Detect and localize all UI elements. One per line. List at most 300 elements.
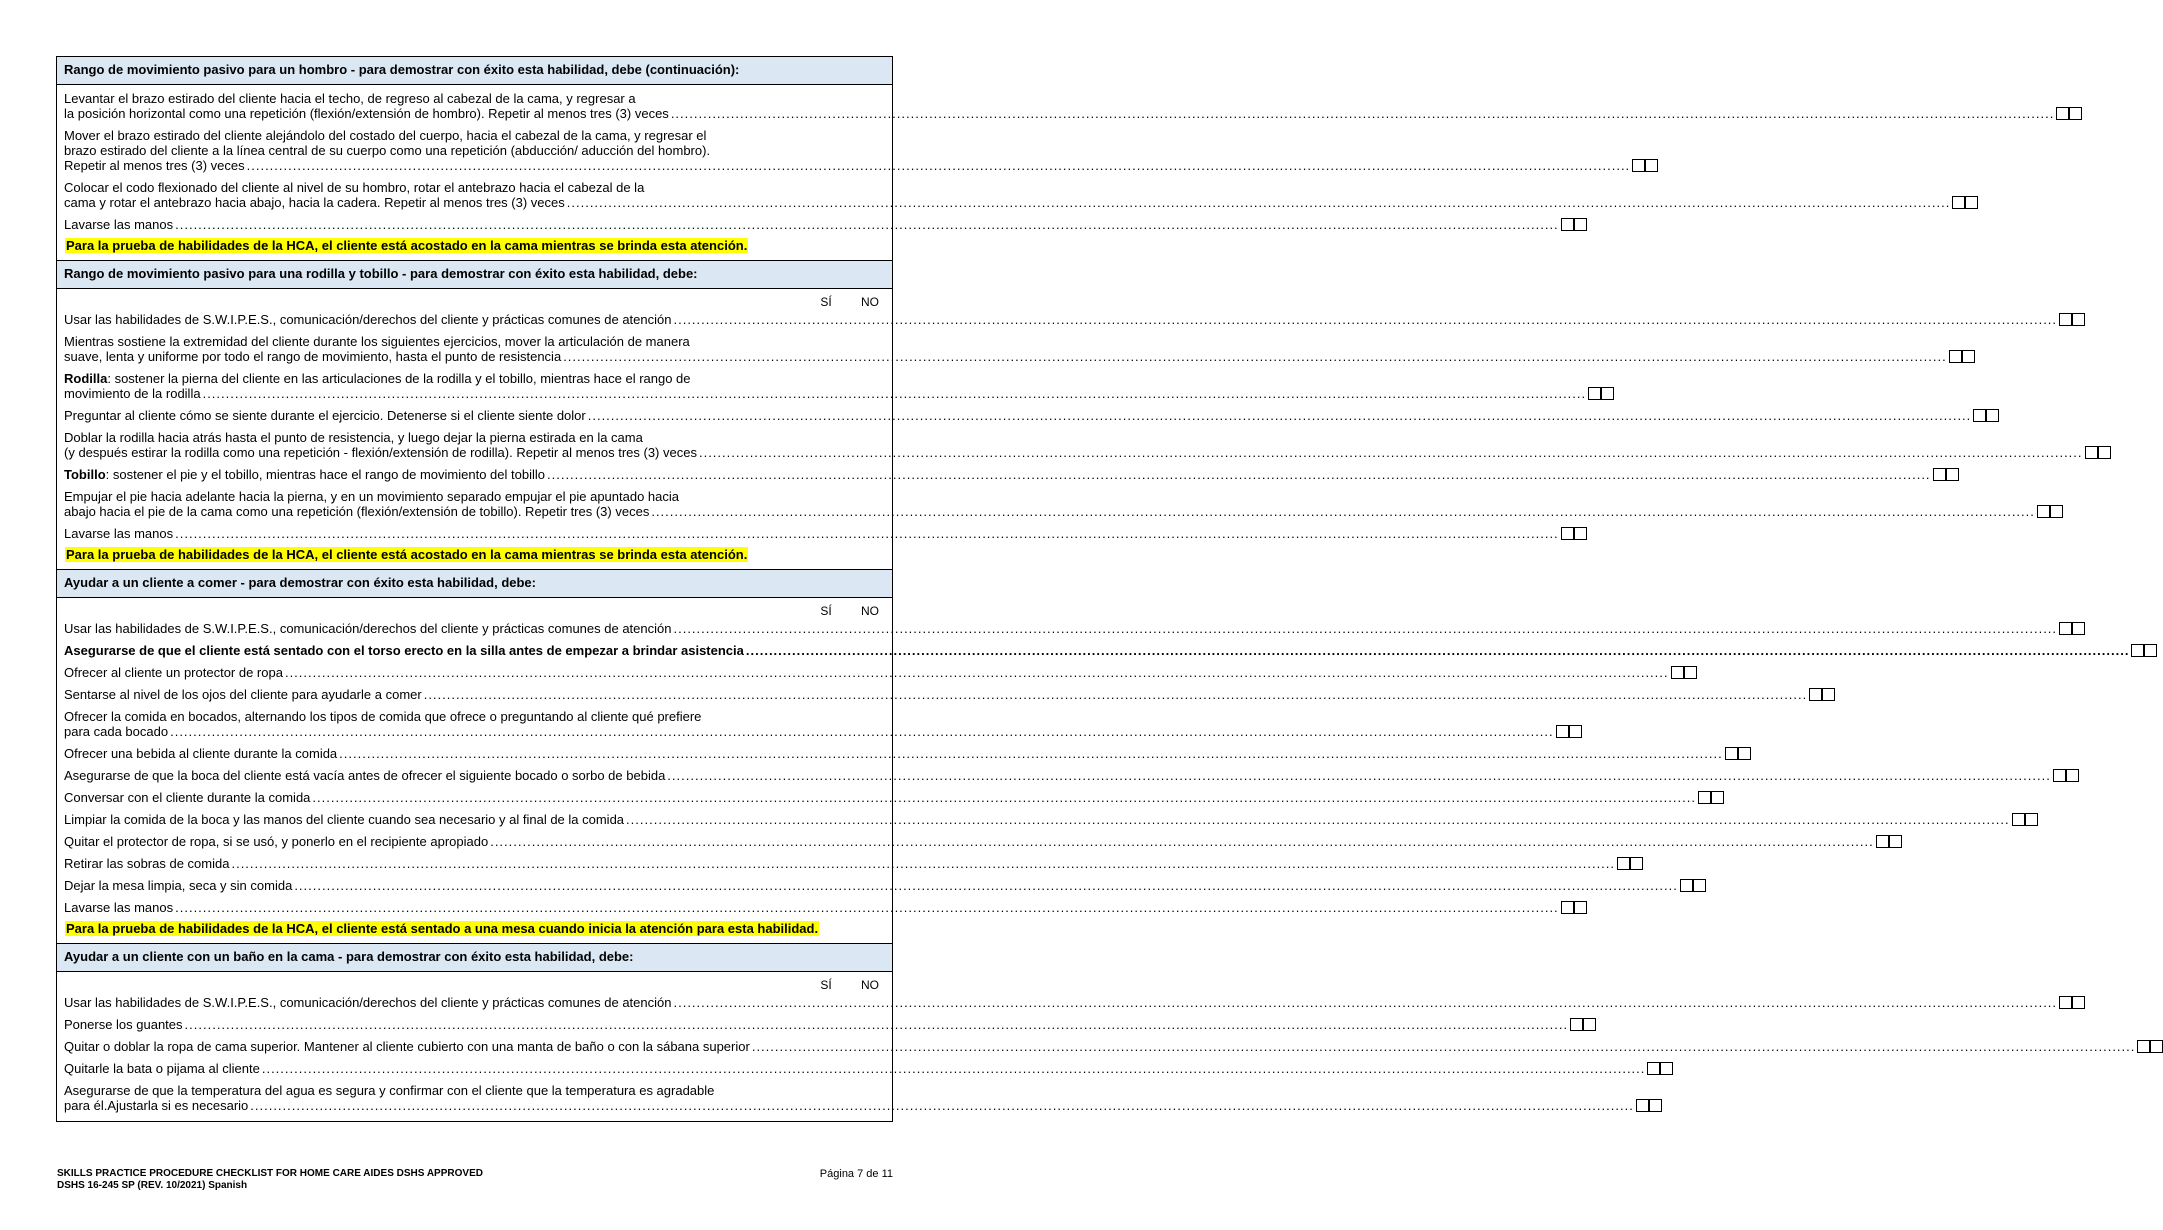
no-checkbox[interactable] <box>2098 446 2111 459</box>
item-line <box>64 106 2056 121</box>
item-line-text: Preguntar al cliente cómo se siente durante el ejercicio. Detenerse si el cliente siente dolor <box>64 408 586 423</box>
form-footer <box>57 1168 483 1192</box>
yes-cell <box>1647 1062 1660 1076</box>
no-cell <box>2144 644 2157 658</box>
no-checkbox[interactable] <box>1986 409 1999 422</box>
dot-leader: ............................................................................................................................................................................................................................................................................................................ <box>587 408 1972 423</box>
no-cell <box>1986 409 1999 423</box>
item-line <box>64 856 1617 871</box>
item-text <box>57 790 1698 805</box>
dot-leader: ............................................................................................................................................................................................................................................................................................................ <box>751 1039 2136 1054</box>
checklist-item <box>57 523 1559 545</box>
item-line <box>64 128 1632 143</box>
item-line-text: Asegurarse de que el cliente está sentado con el torso erecto en la silla antes de empezar a brindar asistencia <box>64 643 744 658</box>
dot-leader: ............................................................................................................................................................................................................................................................................................................ <box>566 195 1951 210</box>
no-cell <box>2150 1040 2163 1054</box>
hca-note-text: Para la prueba de habilidades de la HCA, el cliente está acostado en la cama mientras se brinda esta atención. <box>66 547 748 562</box>
yes-column-label: SÍ <box>820 978 832 992</box>
checklist-item <box>57 1014 1569 1036</box>
item-text <box>57 334 1949 364</box>
page-number: Página 7 de 11 <box>819 1168 893 1180</box>
yes-checkbox[interactable] <box>1952 196 1965 209</box>
checklist-item <box>57 88 2055 125</box>
item-text <box>57 746 1725 761</box>
yes-cell <box>1698 791 1711 805</box>
item-text <box>57 900 1561 915</box>
checklist-item <box>57 897 1559 919</box>
item-line-text: Lavarse las manos <box>64 217 174 232</box>
yes-checkbox[interactable] <box>1561 218 1574 231</box>
no-cell <box>1601 387 1614 401</box>
item-text <box>57 1039 2137 1054</box>
item-line <box>64 812 2012 827</box>
yes-cell <box>1809 688 1822 702</box>
item-bold-lead: Rodilla <box>64 371 108 386</box>
item-line <box>64 878 1680 893</box>
checklist-item <box>57 1080 1634 1117</box>
item-line-text: abajo hacia el pie de la cama como una repetición (flexión/extensión de tobillo). Repetir tres (3) veces <box>64 504 650 519</box>
yes-checkbox[interactable] <box>2059 313 2072 326</box>
section-body <box>57 971 2136 1121</box>
no-checkbox[interactable] <box>2066 769 2079 782</box>
item-line <box>64 768 2053 783</box>
dot-leader: ............................................................................................................................................................................................................................................................................................................ <box>246 158 1631 173</box>
no-checkbox[interactable] <box>2050 505 2063 518</box>
no-checkbox[interactable] <box>1569 725 1582 738</box>
section-header: Rango de movimiento pasivo para un hombro - para demostrar con éxito esta habilidad, debe (continuación): <box>57 57 892 84</box>
item-line <box>64 349 1949 364</box>
item-line-text: Limpiar la comida de la boca y las manos del cliente cuando sea necesario y al final de la comida <box>64 812 625 827</box>
no-checkbox[interactable] <box>1574 218 1587 231</box>
item-text <box>57 217 1561 232</box>
item-line-text: Quitarle la bata o pijama al cliente <box>64 1061 260 1076</box>
yes-checkbox[interactable] <box>1617 857 1630 870</box>
no-cell <box>2072 313 2085 327</box>
checklist-item <box>57 684 1808 706</box>
dot-leader: ............................................................................................................................................................................................................................................................................................................ <box>673 312 2058 327</box>
checklist-item <box>57 214 1559 236</box>
item-line-text: Ponerse los guantes <box>64 1017 183 1032</box>
dot-leader: ............................................................................................................................................................................................................................................................................................................ <box>651 504 2035 519</box>
dot-leader: ............................................................................................................................................................................................................................................................................................................ <box>490 834 1874 849</box>
yes-checkbox[interactable] <box>2137 1040 2150 1053</box>
checklist-item <box>57 706 1554 743</box>
yes-checkbox[interactable] <box>2053 769 2066 782</box>
item-line <box>64 430 2085 445</box>
item-text <box>57 489 2037 519</box>
item-line <box>64 180 1952 195</box>
yes-checkbox[interactable] <box>1876 835 1889 848</box>
dot-leader: ............................................................................................................................................................................................................................................................................................................ <box>175 217 1559 232</box>
no-checkbox[interactable] <box>2072 313 2085 326</box>
yes-checkbox[interactable] <box>2085 446 2098 459</box>
yes-checkbox[interactable] <box>2131 644 2144 657</box>
checklist-item <box>57 875 1678 897</box>
dot-leader: ............................................................................................................................................................................................................................................................................................................ <box>184 1017 1569 1032</box>
item-text <box>57 621 2059 636</box>
yes-checkbox[interactable] <box>1647 1062 1660 1075</box>
no-cell <box>1738 747 1751 761</box>
yes-cell <box>1561 218 1574 232</box>
yes-checkbox[interactable] <box>2056 107 2069 120</box>
yes-cell <box>1680 879 1693 893</box>
item-text <box>57 312 2059 327</box>
yes-checkbox[interactable] <box>1636 1099 1649 1112</box>
item-line-text: Usar las habilidades de S.W.I.P.E.S., comunicación/derechos del cliente y prácticas comunes de atención <box>64 621 672 636</box>
no-cell <box>1693 879 1706 893</box>
yes-cell <box>1636 1099 1649 1113</box>
yes-checkbox[interactable] <box>2059 996 2072 1009</box>
yes-cell <box>1949 350 1962 364</box>
checklist-item <box>57 765 2051 787</box>
item-text <box>57 1061 1647 1076</box>
item-line-text: Dejar la mesa limpia, seca y sin comida <box>64 878 293 893</box>
yes-checkbox[interactable] <box>1556 725 1569 738</box>
no-cell <box>1574 527 1587 541</box>
section-header: Ayudar a un cliente con un baño en la cama - para demostrar con éxito esta habilidad, debe: <box>57 943 892 971</box>
no-cell <box>2066 769 2079 783</box>
no-checkbox[interactable] <box>1738 747 1751 760</box>
yes-column-label: SÍ <box>820 295 832 309</box>
item-text <box>57 643 2131 658</box>
yes-checkbox[interactable] <box>1973 409 1986 422</box>
no-checkbox[interactable] <box>1630 857 1643 870</box>
item-line <box>64 526 1561 541</box>
section-body <box>57 288 2083 569</box>
footer-title: SKILLS PRACTICE PROCEDURE CHECKLIST FOR HOME CARE AIDES DSHS APPROVED <box>57 1168 483 1179</box>
checklist-item <box>57 405 1972 427</box>
yes-no-header <box>57 292 892 309</box>
no-checkbox[interactable] <box>1822 688 1835 701</box>
no-checkbox[interactable] <box>1889 835 1902 848</box>
item-line-text: Levantar el brazo estirado del cliente hacia el techo, de regreso al cabezal de la cama, y regresar a <box>64 91 636 106</box>
yes-cell <box>1671 666 1684 680</box>
item-text <box>57 768 2053 783</box>
yes-checkbox[interactable] <box>1933 468 1946 481</box>
no-cell <box>1684 666 1697 680</box>
dot-leader: ............................................................................................................................................................................................................................................................................................................ <box>626 812 2010 827</box>
dot-leader: ............................................................................................................................................................................................................................................................................................................ <box>339 746 1723 761</box>
item-line-text: Mientras sostiene la extremidad del cliente durante los siguientes ejercicios, mover la articulación de manera <box>64 334 690 349</box>
item-text <box>57 430 2085 460</box>
no-checkbox[interactable] <box>1684 666 1697 679</box>
item-line-text: Lavarse las manos <box>64 526 174 541</box>
item-line-text: Asegurarse de que la boca del cliente está vacía antes de ofrecer el siguiente bocado o sorbo de bebida <box>64 768 666 783</box>
hca-note <box>57 545 892 565</box>
item-line <box>64 709 1556 724</box>
no-cell <box>1649 1099 1662 1113</box>
checklist-item <box>57 831 1874 853</box>
item-text <box>57 371 1588 401</box>
yes-cell <box>1588 387 1601 401</box>
yes-cell <box>1876 835 1889 849</box>
checklist-item <box>57 992 2058 1014</box>
no-checkbox[interactable] <box>1946 468 1959 481</box>
item-bold-lead: Tobillo <box>64 467 106 482</box>
item-line-text: Ofrecer la comida en bocados, alternando los tipos de comida que ofrece o preguntando al cliente qué prefiere <box>64 709 702 724</box>
no-checkbox[interactable] <box>2144 644 2157 657</box>
item-text <box>57 91 2056 121</box>
yes-checkbox[interactable] <box>1725 747 1738 760</box>
checklist-form <box>56 56 2136 1122</box>
no-checkbox[interactable] <box>2150 1040 2163 1053</box>
dot-leader: ............................................................................................................................................................................................................................................................................................................ <box>745 643 2130 658</box>
item-line <box>64 489 2037 504</box>
item-line <box>64 687 1809 702</box>
yes-cell <box>1556 725 1569 739</box>
dot-leader: ............................................................................................................................................................................................................................................................................................................ <box>312 790 1696 805</box>
item-text <box>57 665 1671 680</box>
yes-checkbox[interactable] <box>2012 813 2025 826</box>
item-line <box>64 371 1588 386</box>
item-line-text: Retirar las sobras de comida <box>64 856 230 871</box>
yes-checkbox[interactable] <box>1570 1018 1583 1031</box>
item-line <box>64 504 2037 519</box>
yes-cell <box>2012 813 2025 827</box>
item-line <box>64 1098 1636 1113</box>
yes-cell <box>2085 446 2098 460</box>
no-checkbox[interactable] <box>1965 196 1978 209</box>
item-text <box>57 709 1556 739</box>
no-checkbox[interactable] <box>1660 1062 1673 1075</box>
yes-checkbox[interactable] <box>1561 901 1574 914</box>
dot-leader: ............................................................................................................................................................................................................................................................................................................ <box>261 1061 1646 1076</box>
no-cell <box>1574 901 1587 915</box>
item-text <box>57 180 1952 210</box>
no-cell <box>1711 791 1724 805</box>
no-cell <box>1569 725 1582 739</box>
checklist-item <box>57 618 2058 640</box>
item-line-text: Lavarse las manos <box>64 900 174 915</box>
yes-column-label: SÍ <box>820 604 832 618</box>
item-line <box>64 724 1556 739</box>
item-text <box>57 812 2012 827</box>
dot-leader: ............................................................................................................................................................................................................................................................................................................ <box>673 621 2058 636</box>
item-line-text: Asegurarse de que la temperatura del agua es segura y confirmar con el cliente que la temperatura es agradable <box>64 1083 715 1098</box>
item-line-text: Repetir al menos tres (3) veces <box>64 158 245 173</box>
no-checkbox[interactable] <box>1645 159 1658 172</box>
no-checkbox[interactable] <box>1962 350 1975 363</box>
item-line-text: Empujar el pie hacia adelante hacia la pierna, y en un movimiento separado empujar el pie apuntado hacia <box>64 489 680 504</box>
section-body <box>57 84 2055 260</box>
item-line <box>64 1039 2137 1054</box>
yes-no-header <box>57 601 892 618</box>
no-checkbox[interactable] <box>2025 813 2038 826</box>
item-line-text: : sostener el pie y el tobillo, mientras hace el rango de movimiento del tobillo <box>105 467 545 482</box>
item-text <box>57 408 1973 423</box>
no-cell <box>1630 857 1643 871</box>
yes-checkbox[interactable] <box>2037 505 2050 518</box>
yes-cell <box>1570 1018 1583 1032</box>
yes-checkbox[interactable] <box>1588 387 1601 400</box>
checklist-item <box>57 177 1951 214</box>
yes-checkbox[interactable] <box>1632 159 1645 172</box>
hca-note-text: Para la prueba de habilidades de la HCA, el cliente está sentado a una mesa cuando inicia la atención para esta habilidad. <box>66 921 819 936</box>
item-line-text: Ofrecer una bebida al cliente durante la comida <box>64 746 338 761</box>
yes-checkbox[interactable] <box>1698 791 1711 804</box>
checklist-item <box>57 427 2083 464</box>
item-line <box>64 312 2059 327</box>
yes-checkbox[interactable] <box>2059 622 2072 635</box>
item-line-text: Mover el brazo estirado del cliente alejándolo del costado del cuerpo, hacia el cabezal de la cama, y regresar el <box>64 128 707 143</box>
no-cell <box>2025 813 2038 827</box>
yes-cell <box>2059 313 2072 327</box>
checklist-item <box>57 464 1931 486</box>
item-line-text: la posición horizontal como una repetición (flexión/extensión de hombro). Repetir al menos tres (3) veces <box>64 106 669 121</box>
item-line-text: Quitar el protector de ropa, si se usó, y ponerlo en el recipiente apropiado <box>64 834 489 849</box>
item-line <box>64 217 1561 232</box>
no-column-label: NO <box>861 978 879 992</box>
item-line <box>64 643 2131 658</box>
yes-cell <box>1561 901 1574 915</box>
item-line <box>64 621 2059 636</box>
no-column-label: NO <box>861 604 879 618</box>
no-cell <box>2050 505 2063 519</box>
yes-cell <box>2037 505 2050 519</box>
no-cell <box>1574 218 1587 232</box>
checklist-item <box>57 486 2035 523</box>
no-checkbox[interactable] <box>2072 622 2085 635</box>
no-checkbox[interactable] <box>2072 996 2085 1009</box>
checklist-item <box>57 1058 1646 1080</box>
no-cell <box>2069 107 2082 121</box>
item-text <box>57 878 1680 893</box>
checklist-item <box>57 787 1696 809</box>
checklist-item <box>57 368 1587 405</box>
dot-leader: ............................................................................................................................................................................................................................................................................................................ <box>175 900 1559 915</box>
item-line-text: Sentarse al nivel de los ojos del cliente para ayudarle a comer <box>64 687 422 702</box>
yes-cell <box>1725 747 1738 761</box>
item-line <box>64 665 1671 680</box>
dot-leader: ............................................................................................................................................................................................................................................................................................................ <box>563 349 1947 364</box>
yes-cell <box>1952 196 1965 210</box>
dot-leader: ............................................................................................................................................................................................................................................................................................................ <box>673 995 2058 1010</box>
no-checkbox[interactable] <box>1574 901 1587 914</box>
item-line-text: Ofrecer al cliente un protector de ropa <box>64 665 283 680</box>
checklist-item <box>57 853 1616 875</box>
yes-checkbox[interactable] <box>1561 527 1574 540</box>
item-line <box>64 900 1561 915</box>
item-line <box>64 834 1876 849</box>
no-cell <box>1889 835 1902 849</box>
item-line <box>64 195 1952 210</box>
dot-leader: ............................................................................................................................................................................................................................................................................................................ <box>284 665 1669 680</box>
yes-cell <box>1561 527 1574 541</box>
dot-leader: ............................................................................................................................................................................................................................................................................................................ <box>294 878 1678 893</box>
item-line <box>64 1017 1570 1032</box>
item-line <box>64 386 1588 401</box>
no-column-label: NO <box>861 295 879 309</box>
dot-leader: ............................................................................................................................................................................................................................................................................................................ <box>423 687 1808 702</box>
dot-leader: ............................................................................................................................................................................................................................................................................................................ <box>670 106 2055 121</box>
yes-checkbox[interactable] <box>1671 666 1684 679</box>
item-text <box>57 995 2059 1010</box>
checklist-item <box>57 640 2130 662</box>
no-cell <box>1583 1018 1596 1032</box>
no-cell <box>2072 622 2085 636</box>
dot-leader: ............................................................................................................................................................................................................................................................................................................ <box>698 445 2083 460</box>
yes-cell <box>1632 159 1645 173</box>
no-checkbox[interactable] <box>1583 1018 1596 1031</box>
item-line <box>64 91 2056 106</box>
item-line-text: brazo estirado del cliente a la línea central de su cuerpo como una repetición (abducción/ aducción del hombro). <box>64 143 711 158</box>
hca-note <box>57 236 892 256</box>
checklist-item <box>57 809 2010 831</box>
dot-leader: ............................................................................................................................................................................................................................................................................................................ <box>175 526 1559 541</box>
item-line <box>64 1083 1636 1098</box>
item-line-text: : sostener la pierna del cliente en las articulaciones de la rodilla y el tobillo, mientras hace el rango de <box>107 371 691 386</box>
item-line <box>64 746 1725 761</box>
item-line <box>64 467 1933 482</box>
item-line-text: cama y rotar el antebrazo hacia abajo, hacia la cadera. Repetir al menos tres (3) veces <box>64 195 565 210</box>
item-line-text: Usar las habilidades de S.W.I.P.E.S., comunicación/derechos del cliente y prácticas comunes de atención <box>64 995 672 1010</box>
yes-cell <box>2059 622 2072 636</box>
item-line <box>64 1061 1647 1076</box>
no-cell <box>1660 1062 1673 1076</box>
checklist-item <box>57 331 1947 368</box>
item-line <box>64 408 1973 423</box>
item-line-text: para cada bocado <box>64 724 169 739</box>
item-line-text: Doblar la rodilla hacia atrás hasta el punto de resistencia, y luego dejar la pierna estirada en la cama <box>64 430 643 445</box>
hca-note <box>57 919 892 939</box>
item-line-text: (y después estirar la rodilla como una repetición - flexión/extensión de rodilla). Repetir al menos tres (3) veces <box>64 445 697 460</box>
item-line-text: para él.Ajustarla si es necesario <box>64 1098 249 1113</box>
no-cell <box>1822 688 1835 702</box>
yes-cell <box>2053 769 2066 783</box>
footer-form-number: DSHS 16-245 SP (REV. 10/2021) Spanish <box>57 1180 248 1191</box>
yes-cell <box>2059 996 2072 1010</box>
dot-leader: ............................................................................................................................................................................................................................................................................................................ <box>547 467 1931 482</box>
no-cell <box>1965 196 1978 210</box>
item-line-text: Quitar o doblar la ropa de cama superior. Mantener al cliente cubierto con una manta de baño o con la sábana superior <box>64 1039 750 1054</box>
item-line <box>64 445 2085 460</box>
checklist-item <box>57 125 1631 177</box>
item-line <box>64 158 1632 173</box>
item-text <box>57 687 1809 702</box>
item-line <box>64 334 1949 349</box>
item-line-text: Conversar con el cliente durante la comida <box>64 790 311 805</box>
hca-note-text: Para la prueba de habilidades de la HCA, el cliente está acostado en la cama mientras se brinda esta atención. <box>66 238 748 253</box>
no-checkbox[interactable] <box>1601 387 1614 400</box>
yes-cell <box>2056 107 2069 121</box>
item-line-text: movimiento de la rodilla <box>64 386 201 401</box>
yes-cell <box>2131 644 2144 658</box>
dot-leader: ............................................................................................................................................................................................................................................................................................................ <box>250 1098 1634 1113</box>
dot-leader: ............................................................................................................................................................................................................................................................................................................ <box>231 856 1616 871</box>
item-text <box>57 526 1561 541</box>
section-header: Rango de movimiento pasivo para una rodilla y tobillo - para demostrar con éxito esta habilidad, debe: <box>57 260 892 288</box>
item-line <box>64 995 2059 1010</box>
no-checkbox[interactable] <box>1711 791 1724 804</box>
no-cell <box>2098 446 2111 460</box>
section-body <box>57 597 2130 943</box>
checklist-item <box>57 662 1669 684</box>
yes-checkbox[interactable] <box>1680 879 1693 892</box>
no-checkbox[interactable] <box>1649 1099 1662 1112</box>
no-checkbox[interactable] <box>2069 107 2082 120</box>
checklist-item <box>57 1036 2136 1058</box>
item-text <box>57 856 1617 871</box>
item-line-text: suave, lenta y uniforme por todo el rango de movimiento, hasta el punto de resistencia <box>64 349 562 364</box>
no-checkbox[interactable] <box>1574 527 1587 540</box>
dot-leader: ............................................................................................................................................................................................................................................................................................................ <box>667 768 2051 783</box>
no-checkbox[interactable] <box>1693 879 1706 892</box>
no-cell <box>1962 350 1975 364</box>
item-line-text: Usar las habilidades de S.W.I.P.E.S., comunicación/derechos del cliente y prácticas comunes de atención <box>64 312 672 327</box>
yes-checkbox[interactable] <box>1949 350 1962 363</box>
yes-checkbox[interactable] <box>1809 688 1822 701</box>
yes-cell <box>1973 409 1986 423</box>
